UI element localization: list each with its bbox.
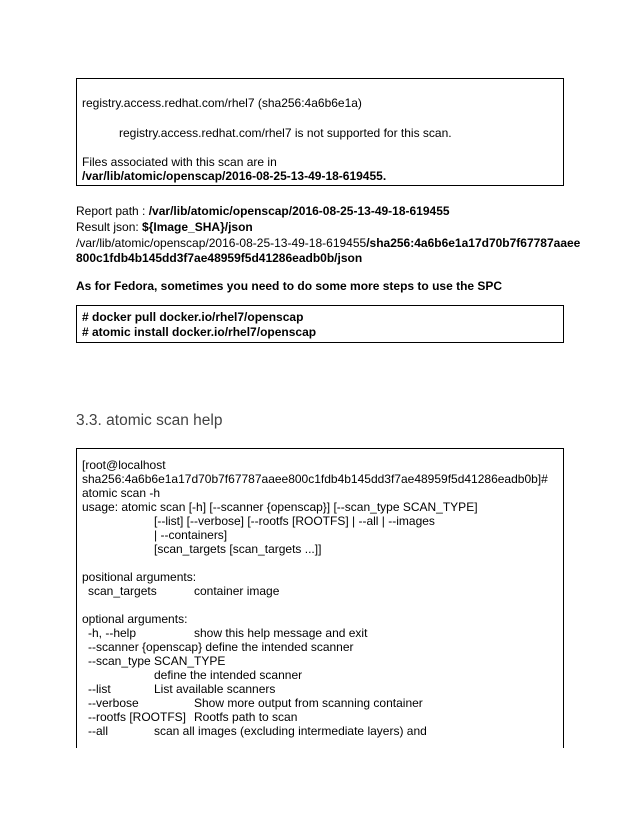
fedora-note: As for Fedora, sometimes you need to do some more steps to use the SPC (76, 279, 503, 293)
files-associated-line: Files associated with this scan are in (82, 155, 277, 169)
help-line: Show more output from scanning container (194, 696, 423, 710)
help-line: show this help message and exit (194, 626, 368, 640)
help-line: scan all images (excluding intermediate layers) and (154, 724, 427, 738)
section-heading: 3.3. atomic scan help (76, 412, 223, 429)
help-line: Rootfs path to scan (194, 710, 298, 724)
result-json-line (76, 220, 253, 234)
help-line: --list (88, 682, 111, 696)
help-line: [--list] [--verbose] [--rootfs [ROOTFS] | --all | --images (154, 514, 435, 528)
full-path-bold: /sha256:4a6b6e1a17d70b7f67787aaee (366, 236, 581, 250)
help-line: optional arguments: (82, 612, 188, 626)
help-line: scan_targets (88, 584, 157, 598)
result-json-label: Result json: (76, 220, 143, 234)
help-line: positional arguments: (82, 570, 197, 584)
help-line: --scan_type SCAN_TYPE (88, 654, 226, 668)
full-path-prefix: /var/lib/atomic/openscap/2016-08-25-13-49-18-619455 (76, 236, 367, 250)
help-line: atomic scan -h (82, 486, 161, 500)
report-path-label: Report path : (76, 204, 149, 218)
help-line: [root@localhost (82, 458, 166, 472)
help-line: List available scanners (154, 682, 276, 696)
full-path-line (76, 236, 580, 250)
help-line: -h, --help (88, 626, 137, 640)
help-line: --all (88, 724, 108, 738)
files-path-line: /var/lib/atomic/openscap/2016-08-25-13-49-18-619455. (82, 169, 387, 183)
help-line: usage: atomic scan [-h] [--scanner {openscap}] [--scan_type SCAN_TYPE] (82, 500, 478, 514)
help-line: container image (194, 584, 280, 598)
image-line: registry.access.redhat.com/rhel7 (sha256:4a6b6e1a) (82, 96, 362, 110)
report-path-value: /var/lib/atomic/openscap/2016-08-25-13-49-18-619455 (148, 204, 450, 218)
help-line: | --containers] (154, 528, 228, 542)
atomic-install-command: # atomic install docker.io/rhel7/openscap (82, 325, 317, 339)
help-line: define the intended scanner (154, 668, 303, 682)
help-line: --scanner {openscap} define the intended scanner (88, 640, 354, 654)
result-json-value: ${Image_SHA}/json (142, 220, 253, 234)
help-line: [scan_targets [scan_targets ...]] (154, 542, 322, 556)
docker-pull-command: # docker pull docker.io/rhel7/openscap (82, 310, 304, 324)
help-line: sha256:4a6b6e1a17d70b7f67787aaee800c1fdb4b145dd3f7ae48959f5d41286eadb0b]# (82, 472, 548, 486)
report-path-line (76, 204, 450, 218)
full-path-line-2: 800c1fdb4b145dd3f7ae48959f5d41286eadb0b/json (76, 251, 363, 265)
not-supported-line: registry.access.redhat.com/rhel7 is not supported for this scan. (119, 126, 452, 140)
help-line: --verbose (88, 696, 139, 710)
help-line: --rootfs [ROOTFS] (88, 710, 187, 724)
